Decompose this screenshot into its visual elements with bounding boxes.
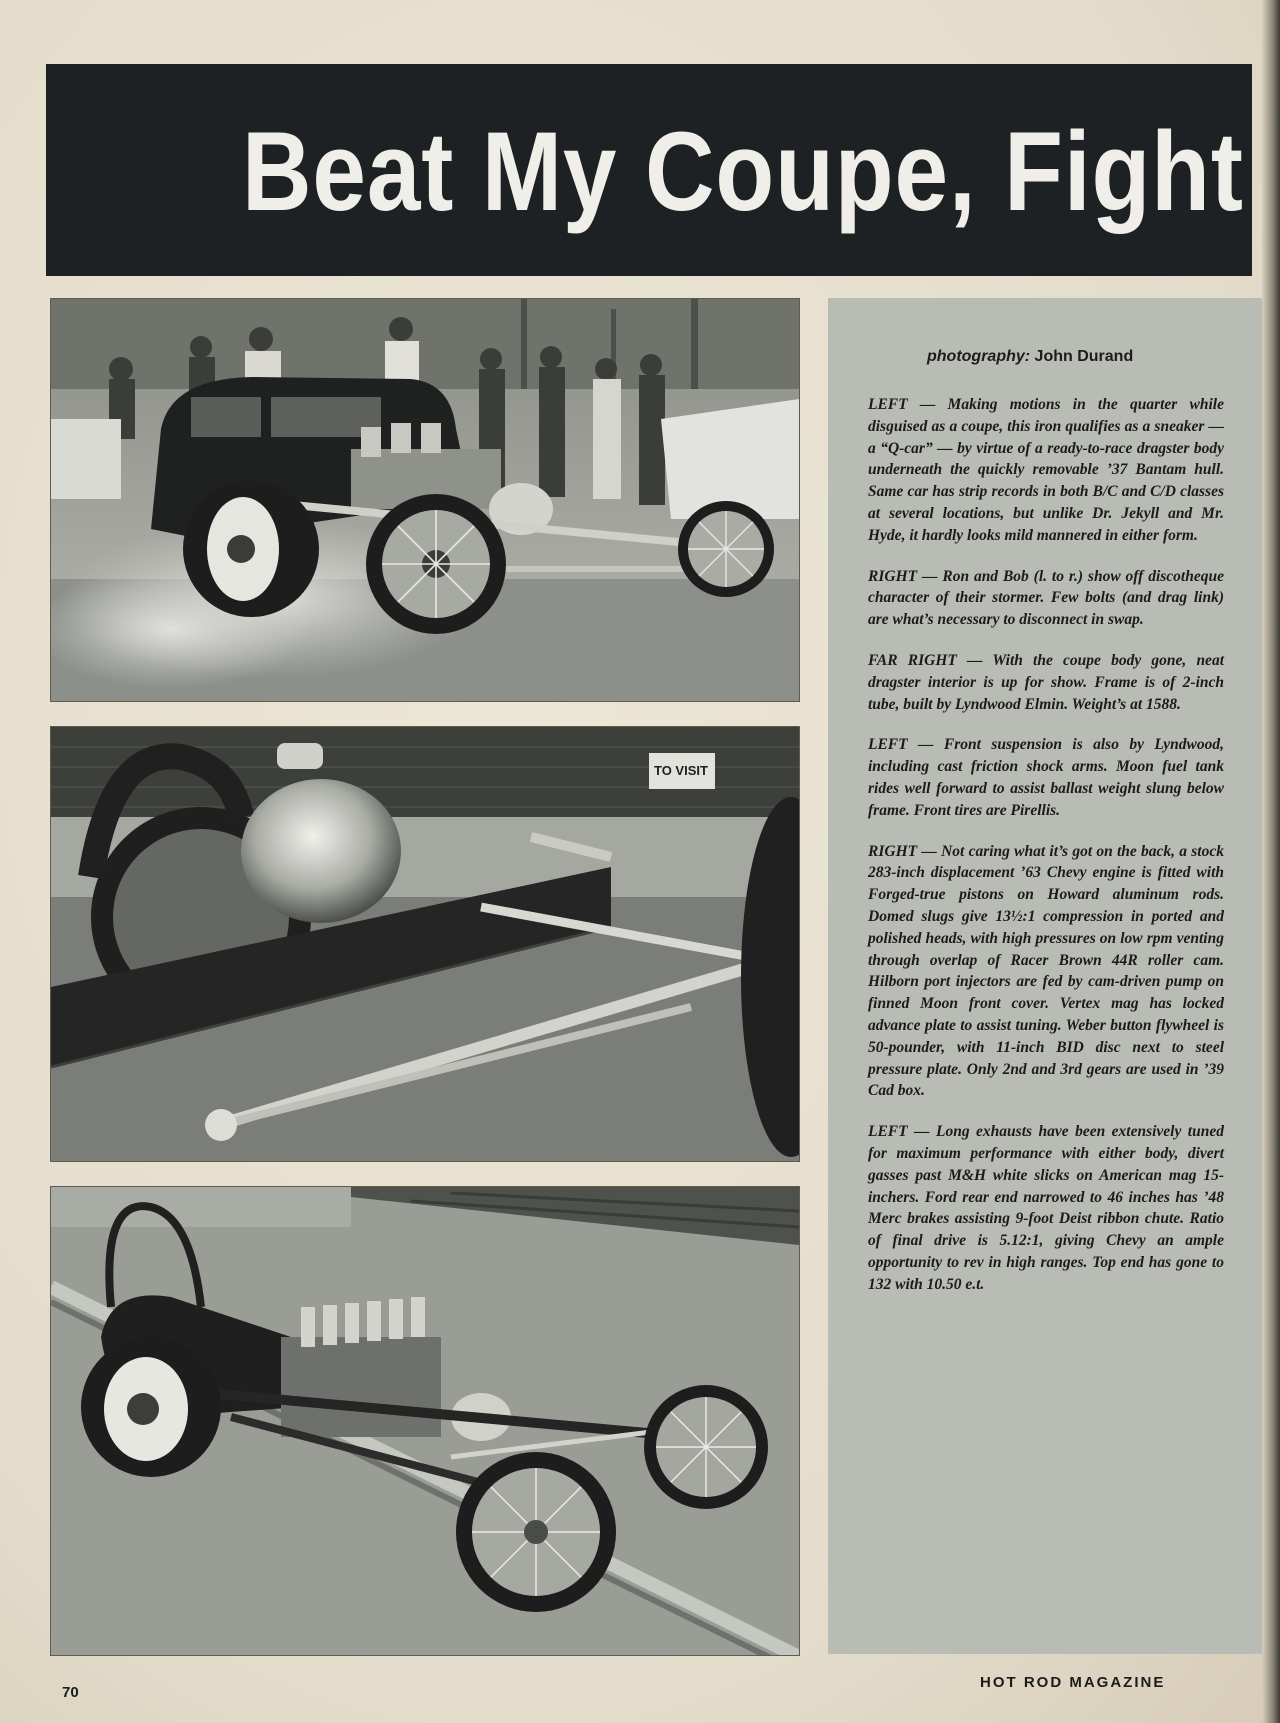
photo-credit-label: photography: bbox=[927, 348, 1031, 365]
photo-credit bbox=[927, 348, 1133, 366]
title-bar bbox=[46, 64, 1252, 276]
caption-right-engine: RIGHT — Not caring what it’s got on the back, a stock 283-inch displacement ’63 Chevy engine is fitted with Forged-true pistons on Howard aluminum rods. Domed slugs give 13½:1 compression in ported and polished heads, with high pressures on low rpm venting through overlap of Racer Brown 44R roller cam. Hilborn port injectors are fed by cam-driven pump on finned Moon front cover. Vertex mag has locked advance plate to assist tuning. Weber button flywheel is 50-pounder, with 11-inch BID disc next to steel pressure plate. Only 2nd and 3rd gears are used in ’39 Cad box. bbox=[868, 842, 1224, 1100]
caption-far-right-interior: FAR RIGHT — With the coupe body gone, neat dragster interior is up for show. Frame is of 2-inch tube, built by Lyndwood Elmin. Weight’s at 1588. bbox=[868, 651, 1224, 713]
page-number: 70 bbox=[62, 1684, 79, 1701]
page-gutter-shadow bbox=[1262, 0, 1280, 1723]
photo-coupe-launch bbox=[50, 298, 800, 702]
photo-front-suspension bbox=[50, 726, 800, 1162]
photo-dragster-chassis bbox=[50, 1186, 800, 1656]
photographer-name: John Durand bbox=[1034, 348, 1134, 365]
caption-left-coupe: LEFT — Making motions in the quarter while disguised as a coupe, this iron qualifies as a sneaker — a “Q-car” — by virtue of a ready-to-race dragster body underneath the quickly removable ’37 Bantam hull. Same car has strip records in both B/C and C/D classes at several locations, but unlike Dr. Jekyll and Mr. Hyde, it hardly looks mild mannered in either form. bbox=[868, 396, 1224, 544]
caption-left-exhausts: LEFT — Long exhausts have been extensively tuned for maximum performance with either body, divert gasses past M&H white slicks on American mag 15-inchers. Ford rear end narrowed to 46 inches has ’48 Merc brakes assisting 9-foot Deist ribbon chute. Ratio of final drive is 5.12:1, giving Chevy an ample opportunity to rev in high ranges. Top end has gone to 132 with 10.50 e.t. bbox=[868, 1123, 1224, 1293]
captions bbox=[868, 394, 1224, 1314]
headline: Beat My Coupe, Fight bbox=[242, 109, 1244, 234]
caption-right-owners: RIGHT — Ron and Bob (l. to r.) show off discotheque character of their stormer. Few bolts (and drag link) are what’s necessary to disconnect in swap. bbox=[868, 567, 1224, 629]
caption-left-suspension: LEFT — Front suspension is also by Lyndwood, including cast friction shock arms. Moon fuel tank rides well forward to assist ballast weight slung below frame. Front tires are Pirellis. bbox=[868, 736, 1224, 819]
magazine-name: HOT ROD MAGAZINE bbox=[980, 1674, 1166, 1691]
photo-sign: TO VISIT bbox=[654, 763, 708, 778]
